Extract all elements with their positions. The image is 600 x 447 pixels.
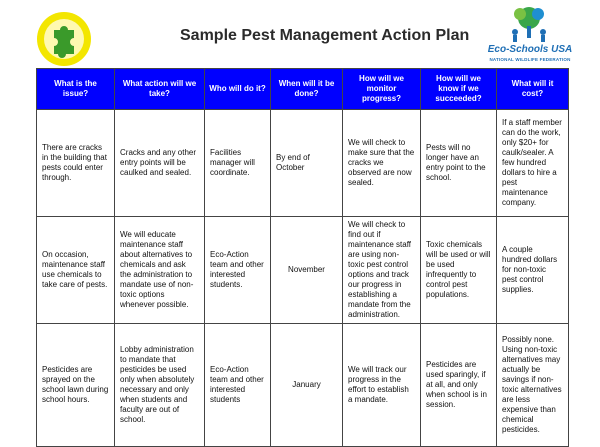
cell-who: Eco-Action team and other interested students xyxy=(205,324,271,447)
table-header-row xyxy=(37,69,569,110)
cell-issue: On occasion, maintenance staff use chemicals to take care of pests. xyxy=(37,217,115,324)
puzzle-leaf-logo-icon xyxy=(32,10,96,68)
cell-success: Pests will no longer have an entry point to the school. xyxy=(421,110,497,217)
page-title: Sample Pest Management Action Plan xyxy=(180,27,470,44)
cell-monitor: We will track our progress in the effort to establish a mandate. xyxy=(343,324,421,447)
cell-issue: There are cracks in the building that pests could enter through. xyxy=(37,110,115,217)
cell-action: Lobby administration to mandate that pesticides be used only when absolutely necessary and only when students and faculty are out of school. xyxy=(115,324,205,447)
cell-action: We will educate maintenance staff about alternatives to chemicals and ask the administration to mandate use of non-toxic options whenever possible. xyxy=(115,217,205,324)
table-row xyxy=(37,110,569,217)
tree-people-icon xyxy=(506,4,552,44)
cell-monitor: We will check to find out if maintenance staff are using non-toxic pest control options and track our progress in establishing a mandate from the administration. xyxy=(343,217,421,324)
action-plan-table xyxy=(36,68,569,447)
cell-issue: Pesticides are sprayed on the school lawn during school hours. xyxy=(37,324,115,447)
cell-who: Eco-Action team and other interested students. xyxy=(205,217,271,324)
eco-schools-logo xyxy=(476,4,584,64)
cell-cost: A couple hundred dollars for non-toxic pest control supplies. xyxy=(497,217,569,324)
cell-who: Facilities manager will coordinate. xyxy=(205,110,271,217)
eco-schools-brand: Eco-Schools USA xyxy=(487,44,573,55)
header-action: What action will we take? xyxy=(115,69,205,110)
header-success: How will we know if we succeeded? xyxy=(421,69,497,110)
table-row xyxy=(37,217,569,324)
cell-cost: Possibly none. Using non-toxic alternatives may actually be savings if non-toxic alternatives are less expensive than chemical pesticides. xyxy=(497,324,569,447)
nwf-label: NATIONAL WILDLIFE FEDERATION xyxy=(489,57,571,62)
header-when: When will it be done? xyxy=(271,69,343,110)
header-issue: What is the issue? xyxy=(37,69,115,110)
header-monitor: How will we monitor progress? xyxy=(343,69,421,110)
table-row xyxy=(37,324,569,447)
header-who: Who will do it? xyxy=(205,69,271,110)
cell-when: November xyxy=(271,217,343,324)
cell-success: Pesticides are used sparingly, if at all, and only when school is in session. xyxy=(421,324,497,447)
cell-success: Toxic chemicals will be used or will be used infrequently to control pest populations. xyxy=(421,217,497,324)
cell-cost: If a staff member can do the work, only $20+ for caulk/sealer. A few hundred dollars to hire a pest maintenance company. xyxy=(497,110,569,217)
puzzle-leaf-logo xyxy=(32,10,96,68)
cell-when: By end of October xyxy=(271,110,343,217)
cell-action: Cracks and any other entry points will be caulked and sealed. xyxy=(115,110,205,217)
cell-when: January xyxy=(271,324,343,447)
header-cost: What will it cost? xyxy=(497,69,569,110)
cell-monitor: We will check to make sure that the cracks we observed are now sealed. xyxy=(343,110,421,217)
